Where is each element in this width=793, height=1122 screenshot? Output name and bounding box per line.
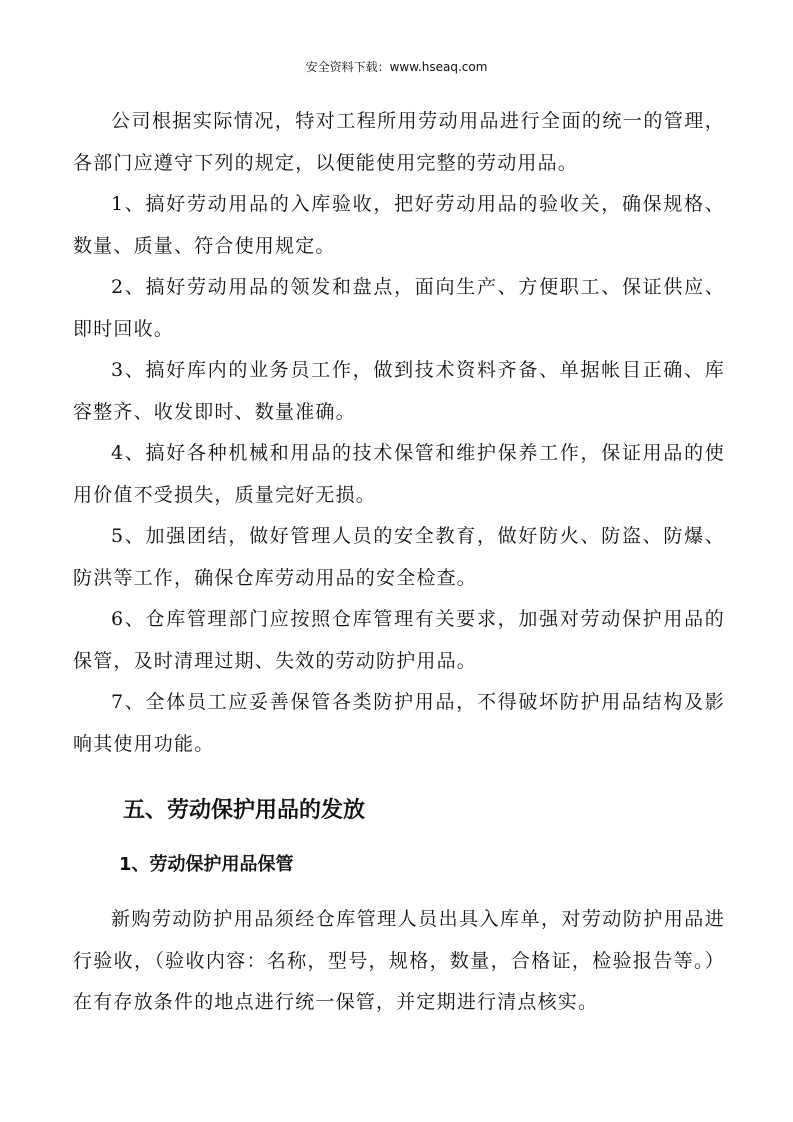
document-body [73, 101, 725, 1024]
section-body-paragraph: 新购劳动防护用品须经仓库管理人员出具入库单，对劳动防护用品进行验收，（验收内容：名称，型号，规格，数量，合格证，检验报告等。）在有存放条件的地点进行统一保管，并定期进行清点核实。 [73, 908, 725, 1013]
rule-item-2: 2、搞好劳动用品的领发和盘点，面向生产、方便职工、保证供应、即时回收。 [73, 276, 725, 340]
sub-heading: 1、劳动保护用品保管 [119, 854, 294, 875]
rule-item-7: 7、全体员工应妥善保管各类防护用品，不得破坏防护用品结构及影响其使用功能。 [73, 691, 725, 755]
rule-item-6: 6、仓库管理部门应按照仓库管理有关要求，加强对劳动保护用品的保管，及时清理过期、失效的劳动防护用品。 [73, 608, 725, 672]
page-header: 安全资料下载：www.hseaq.com [305, 60, 488, 74]
intro-paragraph: 公司根据实际情况，特对工程所用劳动用品进行全面的统一的管理，各部门应遵守下列的规定，以便能使用完整的劳动用品。 [73, 110, 725, 174]
section-heading: 五、劳动保护用品的发放 [123, 798, 366, 823]
rule-item-3: 3、搞好库内的业务员工作，做到技术资料齐备、单据帐目正确、库容整齐、收发即时、数量准确。 [73, 359, 725, 423]
rule-item-4: 4、搞好各种机械和用品的技术保管和维护保养工作，保证用品的使用价值不受损失，质量完好无损。 [73, 442, 725, 506]
rule-item-5: 5、加强团结，做好管理人员的安全教育，做好防火、防盗、防爆、防洪等工作，确保仓库劳动用品的安全检查。 [73, 525, 725, 589]
rule-item-1: 1、搞好劳动用品的入库验收，把好劳动用品的验收关，确保规格、数量、质量、符合使用规定。 [73, 193, 725, 257]
